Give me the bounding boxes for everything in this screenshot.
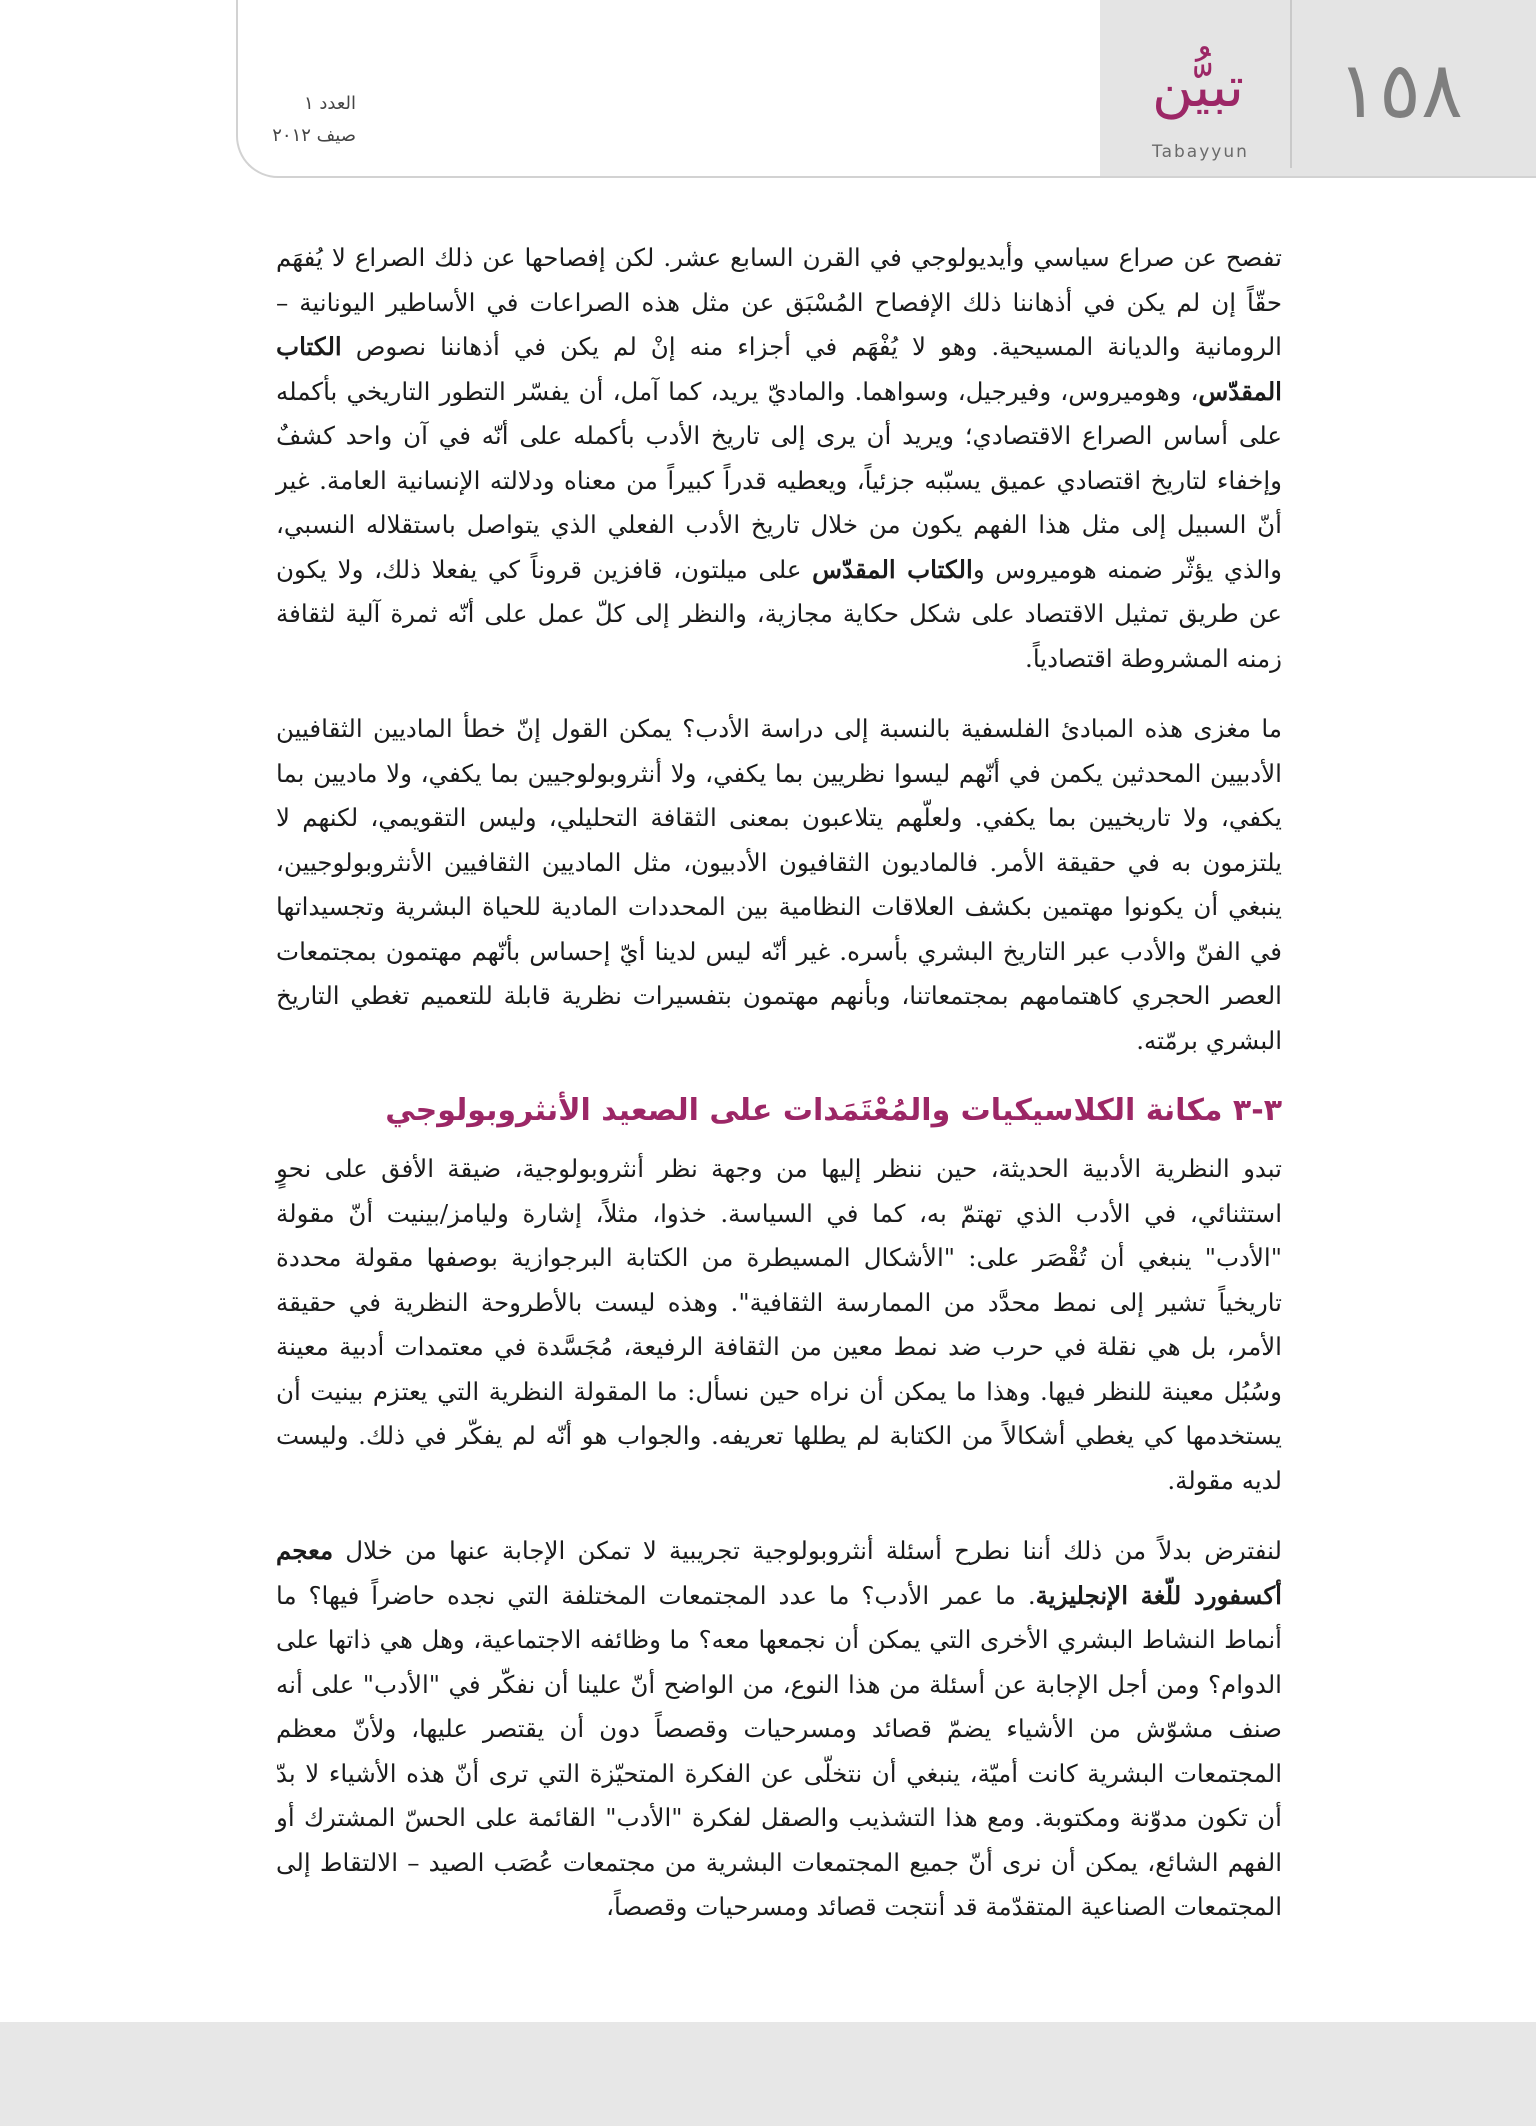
tabayyun-logo bbox=[1118, 55, 1278, 170]
paragraph-1-text-b: ، وهوميروس، وفيرجيل، وسواهما. والماديّ يريد، كما آمل، أن يفسّر التطور التاريخي بأكمله على أساس الصراع الاقتصادي؛ ويريد أن يرى إلى تاريخ الأدب بأكمله على أنّه في آن واحد كشفٌ وإخفاء لتاريخ اقتصادي عميق يسبّبه جزئياً، ويعطيه قدراً كبيراً من معناه ودلالته الإنسانية العامة. غير أنّ السبيل إلى مثل هذا الفهم يكون من خلال تاريخ الأدب الفعلي الذي يتواصل باستقلاله النسبي، والذي يؤثّر ضمنه هوميروس و bbox=[276, 376, 1282, 584]
issue-info bbox=[256, 88, 356, 153]
bold-term-bible-2: الكتاب المقدّس bbox=[812, 554, 973, 584]
bold-term-oxford-dictionary: معجم أكسفورد للّغة الإنجليزية bbox=[276, 1536, 1282, 1610]
page-number: ١٥٨ bbox=[1337, 46, 1463, 136]
logo-arabic-wordmark: تبيُّن bbox=[1151, 55, 1244, 120]
logo-latin-wordmark: Tabayyun bbox=[1152, 142, 1249, 162]
issue-season: صيف ٢٠١٢ bbox=[272, 125, 356, 147]
paragraph-4-text-a: لنفترض بدلاً من ذلك أننا نطرح أسئلة أنثروبولوجية تجريبية لا تمكن الإجابة عنها من خلال bbox=[333, 1536, 1282, 1565]
footer-band bbox=[0, 2022, 1536, 2126]
paragraph-4-text-b: . ما عمر الأدب؟ ما عدد المجتمعات المختلفة التي نجده حاضراً فيها؟ ما أنماط النشاط البشري الأخرى التي يمكن أن نجمعها معه؟ ما وظائفه الاجتماعية، وهل هي ذاتها على الدوام؟ ومن أجل الإجابة عن أسئلة من هذا النوع، من الواضح أنّ علينا أن نفكّر في "الأدب" على أنه صنف مشوّش من الأشياء يضمّ قصائد ومسرحيات وقصصاً دون أن يقتصر عليها، ولأنّ معظم المجتمعات البشرية كانت أميّة، ينبغي أن نتخلّى عن الفكرة المتحيّزة التي ترى أنّ هذه الأشياء لا بدّ أن تكون مدوّنة ومكتوبة. ومع هذا التشذيب والصقل لفكرة "الأدب" القائمة على الحسّ المشترك أو الفهم الشائع، يمكن أن نرى أنّ جميع المجتمعات البشرية من مجتمعات عُصَب الصيد – الالتقاط إلى المجتمعات الصناعية المتقدّمة قد أنتجت قصائد ومسرحيات وقصصاً، bbox=[276, 1580, 1282, 1921]
paragraph-3: تبدو النظرية الأدبية الحديثة، حين ننظر إليها من وجهة نظر أنثروبولوجية، ضيقة الأفق على نحوٍ استثنائي، في الأدب الذي تهتمّ به، كما في السياسة. خذوا، مثلاً، إشارة وليامز/بينيت أنّ مقولة "الأدب" ينبغي أن تُقْصَر على: "الأشكال المسيطرة من الكتابة البرجوازية بوصفها مقولة محددة تاريخياً تشير إلى نمط محدَّد من الممارسة الثقافية". وهذه ليست بالأطروحة النظرية في حقيقة الأمر، بل هي نقلة في حرب ضد نمط معين من الثقافة الرفيعة، مُجَسَّدة في معتمدات أدبية معينة وسُبُل معينة للنظر فيها. وهذا ما يمكن أن نراه حين نسأل: ما المقولة النظرية التي يعتزم بينيت أن يستخدمها كي يغطي أشكالاً من الكتابة لم يطلها تعريفه. والجواب هو أنّه لم يفكّر في ذلك. وليست لديه مقولة. bbox=[276, 1154, 1282, 1495]
article-body bbox=[276, 236, 1282, 1956]
issue-number: العدد ١ bbox=[303, 93, 356, 114]
header-divider bbox=[1290, 0, 1292, 168]
section-heading: ٣-٣ مكانة الكلاسيكيات والمُعْتَمَدات على الصعيد الأنثروبولوجي bbox=[385, 1093, 1282, 1128]
bold-term-bible-1: الكتاب المقدّس bbox=[276, 332, 1282, 406]
paragraph-1-text-c: على ميلتون، قافزين قروناً كي يفعلا ذلك، ولا يكون عن طريق تمثيل الاقتصاد على شكل حكاية مجازية، والنظر إلى كلّ عمل على أنّه ثمرة آلية لثقافة زمنه المشروطة اقتصادياً. bbox=[276, 554, 1282, 673]
paragraph-1-text-a: تفصح عن صراع سياسي وأيديولوجي في القرن السابع عشر. لكن إفصاحها عن ذلك الصراع لا يُفهَم حقّاً إن لم يكن في أذهاننا ذلك الإفصاح المُسْبَق عن مثل هذه الصراعات في الأساطير اليونانية – الرومانية والديانة المسيحية. وهو لا يُفْهَم في أجزاء منه إنْ لم يكن في أذهاننا نصوص bbox=[276, 243, 1282, 361]
paragraph-4 bbox=[276, 1529, 1282, 1930]
paragraph-1 bbox=[276, 236, 1282, 681]
paragraph-2: ما مغزى هذه المبادئ الفلسفية بالنسبة إلى دراسة الأدب؟ يمكن القول إنّ خطأ الماديين الثقافيين الأدبيين المحدثين يكمن في أنّهم ليسوا نظريين بما يكفي، ولا أنثروبولوجيين بما يكفي، ولا ماديين بما يكفي، ولا تاريخيين بما يكفي. ولعلّهم يتلاعبون بمعنى الثقافة التحليلي، وليس التقويمي، لكنهم لا يلتزمون به في حقيقة الأمر. فالماديون الثقافيون الأدبيون، مثل الماديين الثقافيين الأنثروبولوجيين، ينبغي أن يكونوا مهتمين بكشف العلاقات النظامية بين المحددات المادية للحياة البشرية وتجسيداتها في الفنّ والأدب عبر التاريخ البشري بأسره. غير أنّه ليس لدينا أيّ إحساس بأنّهم مهتمون بمجتمعات العصر الحجري كاهتمامهم بمجتمعاتنا، وبأنهم مهتمون بتفسيرات نظرية قابلة للتعميم تغطي التاريخ البشري برمّته. bbox=[276, 714, 1282, 1055]
